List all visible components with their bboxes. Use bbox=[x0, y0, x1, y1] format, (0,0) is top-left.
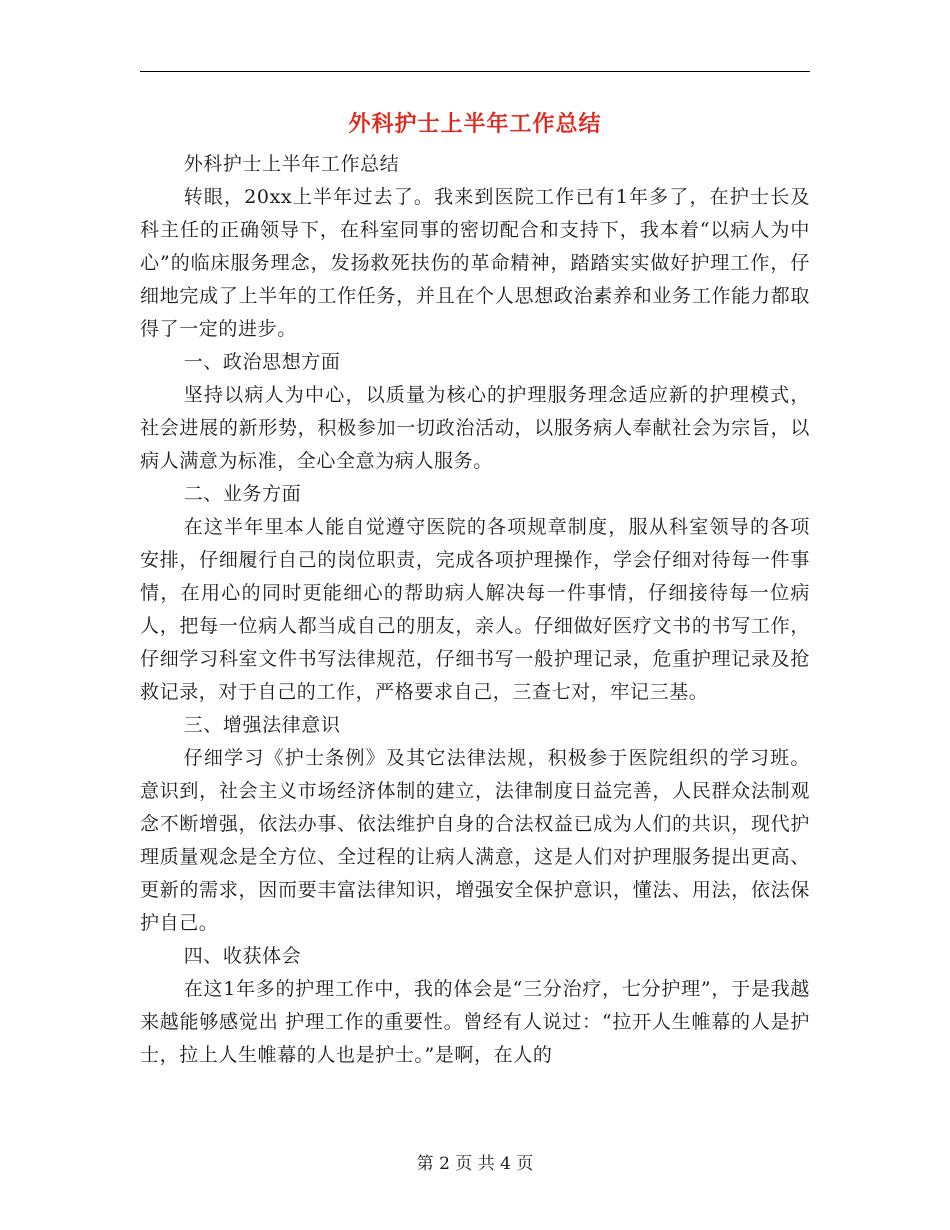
header-rule bbox=[140, 71, 810, 72]
document-title: 外科护士上半年工作总结 bbox=[348, 112, 602, 137]
document-body bbox=[140, 148, 810, 1072]
section-heading-legal: 三、增强法律意识 bbox=[183, 714, 341, 736]
paragraph-political: 坚持以病人为中心，以质量为核心的护理服务理念适应新的护理模式，社会进展的新形势，积极参加一切政治活动，以服务病人奉献社会为宗旨，以病人满意为标准，全心全意为病人服务。 bbox=[140, 384, 810, 472]
paragraph-business: 在这半年里本人能自觉遵守医院的各项规章制度，服从科室领导的各项安排，仔细履行自己的岗位职责，完成各项护理操作，学会仔细对待每一件事情，在用心的同时更能细心的帮助病人解决每一件事情，仔细接待每一位病人，把每一位病人都当成自己的朋友，亲人。仔细做好医疗文书的书写工作，仔细学习科室文件书写法律规范，仔细书写一般护理记录，危重护理记录及抢救记录，对于自己的工作，严格要求自己，三查七对，牢记三基。 bbox=[140, 516, 810, 703]
section-heading-business: 二、业务方面 bbox=[183, 483, 302, 505]
paragraph-intro: 转眼，20xx上半年过去了。我来到医院工作已有1年多了，在护士长及科主任的正确领导下，在科室同事的密切配合和支持下，我本着“以病人为中心”的临床服务理念，发扬救死扶伤的革命精神，踏踏实实做好护理工作，仔细地完成了上半年的工作任务，并且在个人思想政治素养和业务工作能力都取得了一定的进步。 bbox=[140, 186, 810, 340]
section-heading-experience: 四、收获体会 bbox=[183, 945, 302, 967]
paragraph-legal: 仔细学习《护士条例》及其它法律法规，积极参于医院组织的学习班。意识到，社会主义市场经济体制的建立，法律制度日益完善，人民群众法制观念不断增强，依法办事、依法维护自身的合法权益已成为人们的共识，现代护理质量观念是全方位、全过程的让病人满意，这是人们对护理服务提出更高、更新的需求，因而要丰富法律知识，增强安全保护意识，懂法、用法，依法保护自己。 bbox=[140, 747, 810, 934]
section-heading-political: 一、政治思想方面 bbox=[183, 351, 341, 373]
paragraph-experience: 在这1年多的护理工作中，我的体会是“三分治疗，七分护理”，于是我越来越能够感觉出 护理工作的重要性。曾经有人说过：“拉开人生帷幕的人是护士，拉上人生帷幕的人也是护士。”是啊，在人的 bbox=[140, 978, 810, 1066]
paragraph-subtitle: 外科护士上半年工作总结 bbox=[183, 153, 400, 175]
page-number-footer: 第 2 页 共 4 页 bbox=[416, 1154, 534, 1174]
